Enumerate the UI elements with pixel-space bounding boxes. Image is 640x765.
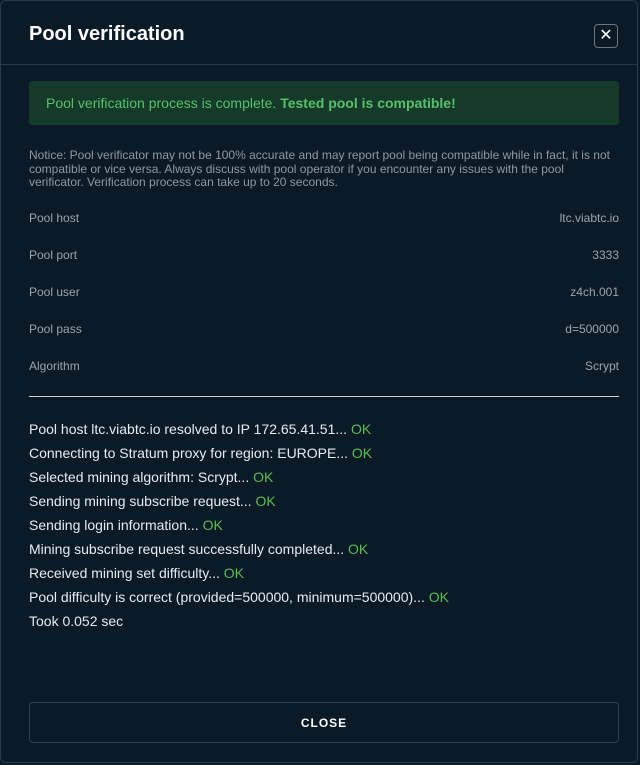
section-divider: [29, 396, 619, 397]
close-button[interactable]: CLOSE: [29, 702, 619, 743]
alert-text: Pool verification process is complete.: [46, 95, 277, 111]
success-alert: [29, 81, 619, 125]
detail-label: Pool host: [29, 211, 80, 225]
log-line: [29, 565, 619, 589]
log-status: OK: [202, 517, 223, 533]
log-status: OK: [255, 493, 276, 509]
log-line: [29, 589, 619, 613]
detail-row-pool-user: [29, 285, 619, 301]
log-text: Received mining set difficulty...: [29, 565, 220, 581]
log-line: [29, 445, 619, 469]
detail-label: Pool port: [29, 248, 78, 262]
dialog-header: [1, 1, 637, 65]
detail-value: d=500000: [565, 322, 619, 336]
detail-label: Pool user: [29, 285, 80, 299]
log-status: OK: [351, 445, 373, 461]
detail-value: Scrypt: [584, 359, 619, 373]
log-text: Pool difficulty is correct (provided=500000, minimum=500000)...: [29, 589, 425, 605]
log-line: [29, 469, 619, 493]
notice-text: Notice: Pool verificator may not be 100% accurate and may report pool being compatible while in fact, it is not compatible or vice versa. Always discuss with pool operator if you encounter any issues with the pool verificator. Verification process can take up to 20 seconds.: [29, 148, 610, 189]
close-icon[interactable]: ✕: [594, 24, 618, 48]
detail-label: Algorithm: [29, 359, 80, 373]
log-text: Sending login information...: [29, 517, 199, 533]
detail-row-pool-port: [29, 248, 619, 264]
dialog-title: Pool verification: [29, 23, 185, 45]
log-status: OK: [428, 589, 449, 605]
detail-row-algorithm: [29, 359, 619, 375]
detail-row-pool-host: [29, 211, 619, 227]
log-line: [29, 541, 619, 565]
log-line: [29, 517, 619, 541]
detail-value: 3333: [592, 248, 619, 262]
log-status: OK: [348, 541, 369, 557]
log-status: OK: [223, 565, 245, 581]
log-line: [29, 493, 619, 517]
verification-log: [29, 421, 619, 637]
log-status: OK: [350, 421, 372, 437]
log-text: Selected mining algorithm: Scrypt...: [29, 469, 250, 485]
detail-row-pool-pass: [29, 322, 619, 338]
log-text: Pool host ltc.viabtc.io resolved to IP 172.65.41.51...: [29, 421, 348, 437]
log-text: Mining subscribe request successfully completed...: [29, 541, 345, 557]
detail-label: Pool pass: [29, 322, 82, 336]
detail-value: z4ch.001: [570, 285, 619, 299]
alert-strong-text: Tested pool is compatible!: [280, 95, 456, 111]
log-text: Connecting to Stratum proxy for region: EUROPE...: [29, 445, 349, 461]
log-text: Sending mining subscribe request...: [29, 493, 252, 509]
log-line: [29, 421, 619, 445]
log-status: OK: [253, 469, 274, 485]
detail-value: ltc.viabtc.io: [559, 211, 619, 225]
log-text: Took 0.052 sec: [29, 613, 124, 629]
log-line: [29, 613, 619, 637]
